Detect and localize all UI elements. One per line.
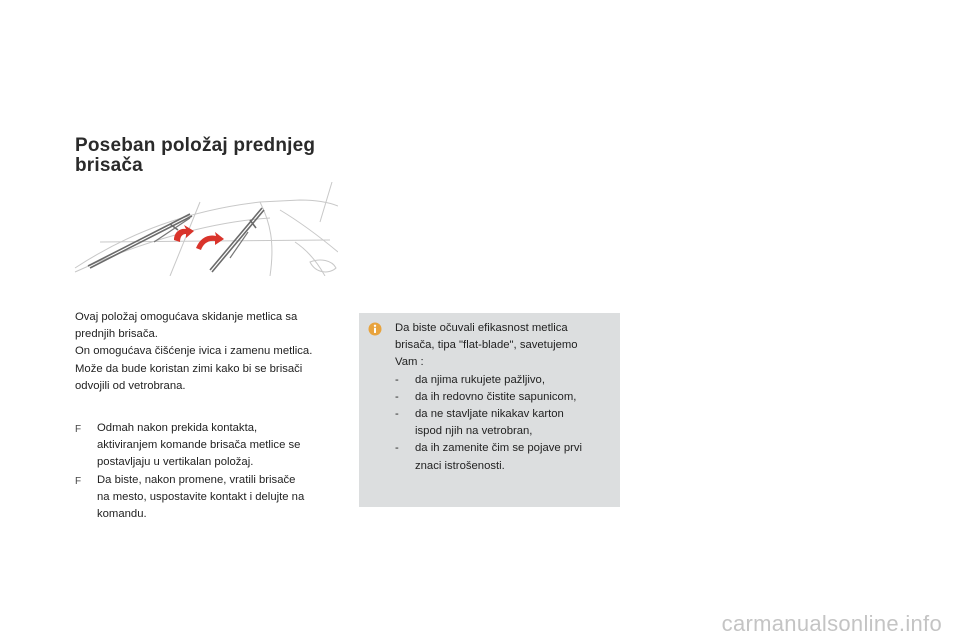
step-line: na mesto, uspostavite kontakt i delujte na bbox=[97, 490, 305, 503]
list-dash: - bbox=[395, 442, 399, 455]
intro-line: prednjih brisača. bbox=[75, 328, 158, 341]
windshield-wiper-illustration bbox=[70, 182, 338, 276]
info-list-item bbox=[395, 440, 610, 474]
list-item-line: da njima rukujete pažljivo, bbox=[415, 373, 545, 386]
info-list-item bbox=[395, 372, 610, 389]
list-dash: - bbox=[395, 408, 399, 421]
list-item-line: da ih zamenite čim se pojave prvi bbox=[415, 442, 583, 455]
info-box bbox=[359, 313, 620, 507]
list-item-line: znaci istrošenosti. bbox=[415, 459, 505, 472]
intro-line: odvojili od vetrobrana. bbox=[75, 379, 186, 392]
page-title bbox=[75, 136, 345, 176]
list-item-line: ispod njih na vetrobran, bbox=[415, 425, 533, 438]
step-text bbox=[97, 420, 345, 472]
info-content bbox=[395, 320, 610, 475]
step-line: Odmah nakon prekida kontakta, bbox=[97, 422, 258, 434]
step-bullet: F bbox=[75, 424, 82, 435]
list-item-line: da ne stavljate nikakav karton bbox=[415, 408, 564, 421]
step-line: komandu. bbox=[97, 508, 147, 521]
instruction-step bbox=[75, 472, 345, 524]
instruction-steps bbox=[75, 420, 345, 523]
instruction-step bbox=[75, 420, 345, 472]
intro-paragraph bbox=[75, 309, 350, 395]
site-watermark: carmanualsonline.info bbox=[721, 611, 942, 636]
info-list-item bbox=[395, 389, 610, 406]
page-title-line-2: brisača bbox=[75, 155, 143, 176]
step-bullet: F bbox=[75, 475, 82, 487]
info-intro-line: Da biste očuvali efikasnost metlica bbox=[395, 322, 568, 334]
step-text bbox=[97, 472, 345, 524]
info-intro-line: brisača, tipa "flat-blade", savetujemo bbox=[395, 339, 578, 352]
info-list-item bbox=[395, 406, 610, 440]
info-icon bbox=[368, 322, 382, 336]
step-line: Da biste, nakon promene, vratili brisače bbox=[97, 473, 296, 486]
list-item-line: da ih redovno čistite sapunicom, bbox=[415, 390, 577, 403]
step-line: postavljaju u vertikalan položaj. bbox=[97, 456, 254, 469]
intro-line: On omogućava čišćenje ivica i zamenu metlica. bbox=[75, 345, 313, 358]
intro-line: Ovaj položaj omogućava skidanje metlica sa bbox=[75, 311, 298, 323]
page-title-line-1: Poseban položaj prednjeg bbox=[75, 135, 316, 156]
step-line: aktiviranjem komande brisača metlice se bbox=[97, 439, 301, 452]
list-dash: - bbox=[395, 373, 399, 386]
info-intro-line: Vam : bbox=[395, 356, 424, 369]
intro-line: Može da bude koristan zimi kako bi se brisači bbox=[75, 362, 303, 375]
list-dash: - bbox=[395, 390, 399, 403]
